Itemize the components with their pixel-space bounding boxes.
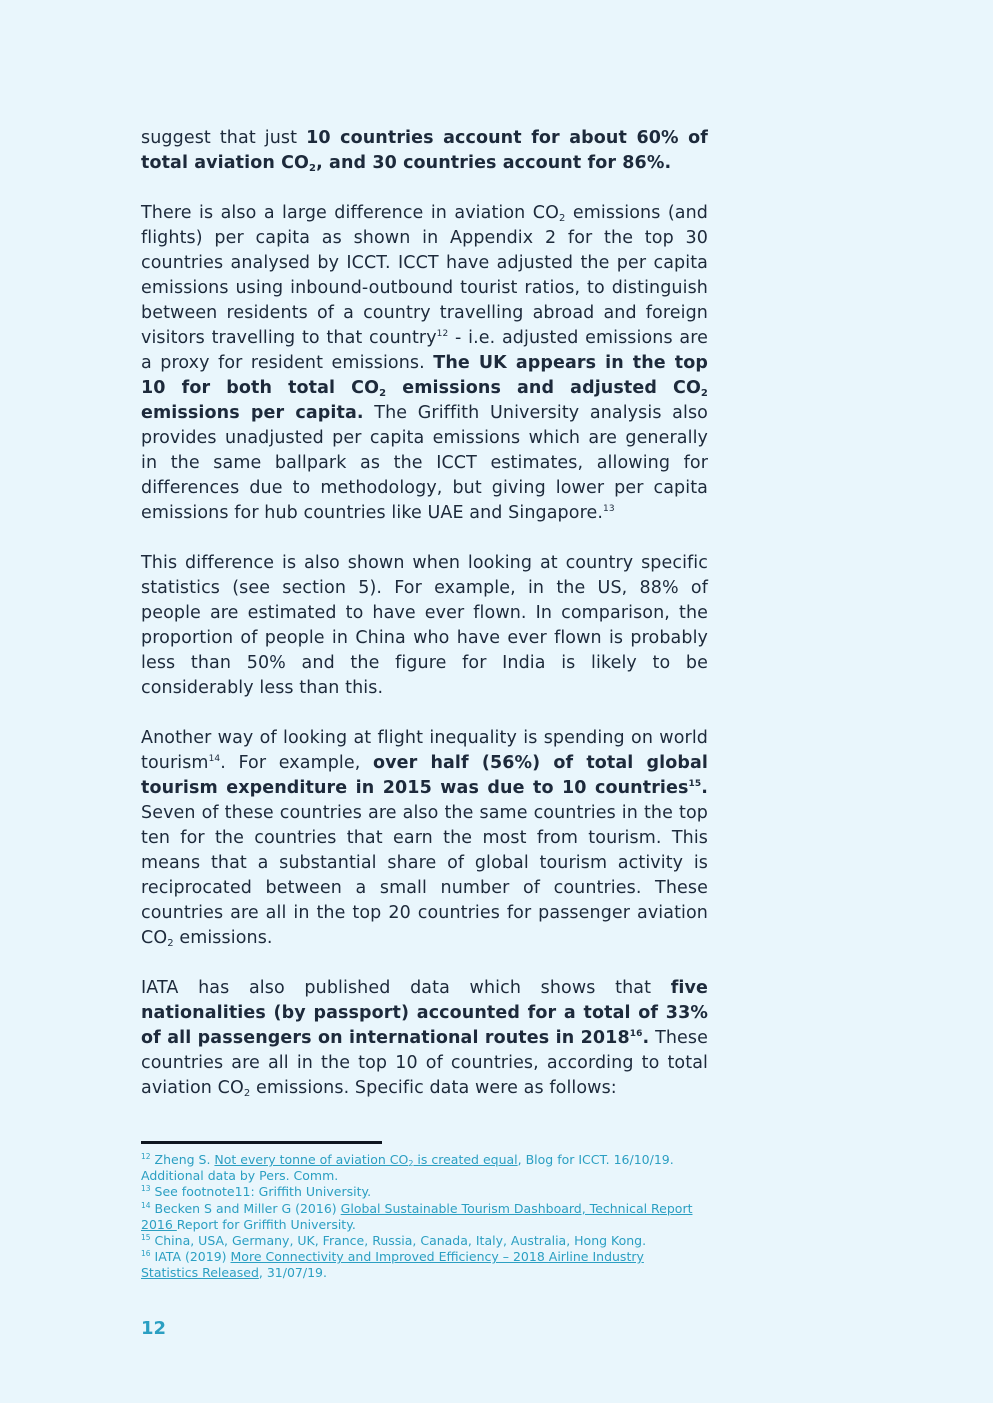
p5-text-a: IATA has also published data which shows that bbox=[141, 978, 671, 998]
footnote-ref-14[interactable]: 14 bbox=[208, 754, 221, 764]
footnotes bbox=[141, 1152, 701, 1282]
paragraph-5 bbox=[141, 976, 708, 1101]
footnote-13 bbox=[141, 1184, 701, 1200]
p5-text-d: emissions. Specific data were as follows: bbox=[250, 1078, 617, 1098]
p1-text-c: , and 30 countries account for 86%. bbox=[316, 153, 672, 173]
footnote-14 bbox=[141, 1201, 701, 1233]
footnote-12-link-a: Not every tonne of aviation CO bbox=[214, 1152, 409, 1167]
footnote-14-link[interactable]: Global Sustainable Tourism Dashboard, Technical Report 2016 bbox=[141, 1200, 693, 1232]
p2-sub-d: 2 bbox=[379, 388, 387, 399]
footnote-12-pre: Zheng S. bbox=[150, 1152, 215, 1167]
paragraph-2 bbox=[141, 201, 708, 526]
page-number: 12 bbox=[141, 1318, 167, 1339]
footnote-14-post: Report for Griffith University. bbox=[176, 1216, 356, 1232]
footnote-13-text: See footnote11: Griffith University. bbox=[150, 1184, 372, 1200]
footnote-15-text: China, USA, Germany, UK, France, Russia, Canada, Italy, Australia, Hong Kong. bbox=[150, 1233, 647, 1249]
footnote-16 bbox=[141, 1249, 701, 1281]
p5-text-b2: . bbox=[642, 1028, 650, 1048]
p4-text-e: emissions. bbox=[173, 928, 273, 948]
p2-text-b: emissions (and flights) per capita as shown in Appendix 2 for the top 30 countries analysed by ICCT. ICCT have adjusted the per capita emissions using inbound-outbound tourist ratios, to distinguish between residents of a country travelling abroad and foreign visitors travelling to that country bbox=[141, 203, 708, 348]
footnote-num-15: 15 bbox=[141, 1233, 151, 1243]
p1-sub: 2 bbox=[309, 163, 317, 174]
p1-text-a: suggest that just bbox=[141, 128, 307, 148]
p4-text-d: Seven of these countries are also the same countries in the top ten for the countries that earn the most from tourism. This means that a substantial share of global tourism activity is reciprocated between a small number of countries. These countries are all in the top 20 countries for passenger aviation CO bbox=[141, 803, 708, 948]
footnote-16-pre: IATA (2019) bbox=[150, 1249, 231, 1265]
paragraph-1 bbox=[141, 126, 708, 176]
p2-text-d: The UK appears in the top 10 for both total CO bbox=[141, 353, 708, 398]
footnote-num-12: 12 bbox=[141, 1152, 151, 1161]
footnote-16-post: , 31/07/19. bbox=[258, 1265, 327, 1281]
footnote-num-16: 16 bbox=[141, 1249, 151, 1259]
footnote-12-link[interactable] bbox=[214, 1152, 517, 1167]
p2-text-g: The Griffith University analysis also provides unadjusted per capita emissions which are generally in the same ballpark as the ICCT estimates, allowing for differences due to methodology, but giving lower per capita emissions for hub countries like UAE and Singapore. bbox=[141, 403, 708, 523]
footnote-ref-16[interactable]: 16 bbox=[629, 1029, 643, 1039]
p2-text-a: There is also a large difference in aviation CO bbox=[141, 203, 559, 223]
p5-text-c: These countries are all in the top 10 of countries, according to total aviation CO bbox=[141, 1028, 708, 1098]
p4-text-c: over half (56%) of total global tourism expenditure in 2015 was due to 10 countries bbox=[141, 753, 708, 798]
p1-text-b: 10 countries account for about 60% of total aviation CO bbox=[141, 128, 708, 173]
p4-text-a: Another way of looking at flight inequality is spending on world tourism bbox=[141, 728, 708, 773]
footnote-12-post: , Blog for ICCT. 16/10/19. Additional data by Pers. Comm. bbox=[141, 1152, 674, 1184]
footnote-ref-13[interactable]: 13 bbox=[603, 504, 615, 514]
footnote-12-link-b: is created equal bbox=[413, 1152, 518, 1167]
p4-text-c2: . bbox=[701, 778, 708, 798]
footnote-15 bbox=[141, 1233, 701, 1249]
footnote-ref-12[interactable]: 12 bbox=[436, 329, 449, 339]
footnote-divider bbox=[141, 1141, 382, 1144]
p2-text-f: emissions per capita. bbox=[141, 403, 364, 423]
footnote-num-13: 13 bbox=[141, 1184, 151, 1194]
footnote-12-link-sub: 2 bbox=[408, 1159, 414, 1168]
footnote-ref-15[interactable]: 15 bbox=[688, 779, 702, 789]
p2-sub-e: 2 bbox=[700, 388, 708, 399]
paragraph-4 bbox=[141, 726, 708, 951]
p5-text-b: five nationalities (by passport) accounted for a total of 33% of all passengers on international routes in 2018 bbox=[141, 978, 708, 1048]
p2-text-c: - i.e. adjusted emissions are a proxy for resident emissions. bbox=[141, 328, 708, 373]
footnote-16-link[interactable]: More Connectivity and Improved Efficiency – 2018 Airline Industry Statistics Released bbox=[141, 1249, 644, 1281]
footnote-num-14: 14 bbox=[141, 1200, 151, 1210]
paragraph-3: This difference is also shown when looking at country specific statistics (see section 5). For example, in the US, 88% of people are estimated to have ever flown. In comparison, the proportion of people in China who have ever flown is probably less than 50% and the figure for India is likely to be considerably less than this. bbox=[141, 553, 708, 698]
p2-text-e: emissions and adjusted CO bbox=[386, 378, 701, 398]
footnote-12 bbox=[141, 1152, 701, 1184]
body-text bbox=[141, 126, 708, 1126]
p4-sub: 2 bbox=[167, 938, 174, 949]
footnote-14-pre: Becken S and Miller G (2016) bbox=[150, 1200, 341, 1216]
p5-sub: 2 bbox=[243, 1088, 251, 1099]
p4-text-b: . For example, bbox=[220, 753, 374, 773]
p2-sub-a: 2 bbox=[558, 213, 566, 224]
